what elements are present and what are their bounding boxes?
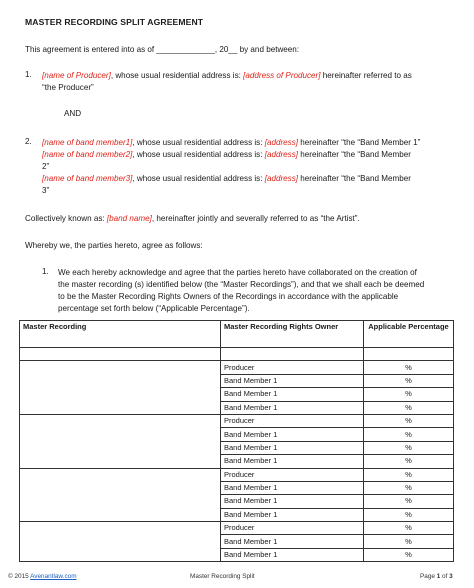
- clause1-number: 1.: [42, 267, 49, 276]
- percentage-cell[interactable]: %: [364, 414, 454, 427]
- producer-address-placeholder[interactable]: [address of Producer]: [243, 71, 321, 80]
- rights-owner-cell[interactable]: Producer: [221, 361, 364, 374]
- percentage-cell[interactable]: %: [364, 374, 454, 387]
- header-master-recording: Master Recording: [20, 321, 221, 348]
- footer-page-number: [420, 573, 453, 580]
- party1-line2: “the Producer”: [42, 83, 94, 92]
- collective-paragraph: [25, 213, 360, 225]
- band-member2-address-placeholder[interactable]: [address]: [264, 150, 299, 159]
- percentage-cell[interactable]: [364, 348, 454, 361]
- master-recording-cell[interactable]: [20, 348, 221, 361]
- rights-owner-cell[interactable]: Band Member 1: [221, 374, 364, 387]
- clause1-line-2: the master recording (s) identified below (the “Master Recordings”), and that we shall each be deemed: [58, 280, 425, 289]
- band-member1-address-placeholder[interactable]: [address]: [264, 138, 299, 147]
- band-member3-wrap: 3”: [42, 186, 50, 195]
- percentage-cell[interactable]: %: [364, 388, 454, 401]
- rights-owner-cell[interactable]: Band Member 1: [221, 548, 364, 561]
- master-recording-cell[interactable]: [20, 361, 221, 415]
- table-row: [20, 414, 454, 427]
- rights-owner-cell[interactable]: Band Member 1: [221, 508, 364, 521]
- rights-owner-cell[interactable]: Band Member 1: [221, 401, 364, 414]
- party1-text-mid: , whose usual residential address is:: [110, 71, 244, 80]
- page-prefix: Page: [420, 573, 437, 580]
- band-member1-text-end: hereinafter “the “Band Member 1”: [298, 138, 421, 147]
- party1-text-end: hereinafter referred to as: [320, 71, 412, 80]
- band-member-line-3: [42, 173, 411, 185]
- band-member3-address-placeholder[interactable]: [address]: [264, 174, 299, 183]
- header-applicable-percentage: Applicable Percentage: [364, 321, 454, 348]
- band-member-line-1: [42, 137, 420, 149]
- band-member2-wrap: 2”: [42, 162, 50, 171]
- footer-center: Master Recording Split: [190, 573, 255, 580]
- copyright-text: © 2015: [8, 573, 31, 580]
- rights-owner-cell[interactable]: Band Member 1: [221, 481, 364, 494]
- band-member2-name-placeholder[interactable]: [name of band member2]: [42, 150, 133, 159]
- percentage-cell[interactable]: %: [364, 481, 454, 494]
- producer-name-placeholder[interactable]: [name of Producer]: [42, 71, 111, 80]
- percentage-cell[interactable]: %: [364, 495, 454, 508]
- document-title: MASTER RECORDING SPLIT AGREEMENT: [25, 17, 204, 27]
- percentage-cell[interactable]: %: [364, 361, 454, 374]
- rights-owner-cell[interactable]: Producer: [221, 522, 364, 535]
- clause1-line-3: to be the Master Recording Rights Owners of the Recordings in accordance with the applicable: [58, 292, 399, 301]
- percentage-cell[interactable]: %: [364, 401, 454, 414]
- page-of: of: [440, 573, 450, 580]
- master-recording-cell[interactable]: [20, 522, 221, 562]
- master-recording-cell[interactable]: [20, 468, 221, 522]
- party1-number: 1.: [25, 70, 32, 79]
- percentage-cell[interactable]: %: [364, 522, 454, 535]
- intro-paragraph: This agreement is entered into as of _____________, 20__ by and between:: [25, 45, 300, 54]
- rights-owner-cell[interactable]: Band Member 1: [221, 495, 364, 508]
- footer-copyright: [8, 573, 77, 580]
- master-recording-cell[interactable]: [20, 414, 221, 468]
- clause1-line-4: percentage set forth below (“Applicable Percentage”).: [58, 304, 250, 313]
- page-total: 3: [449, 573, 453, 580]
- band-name-placeholder[interactable]: [band name]: [106, 214, 152, 223]
- table-body: [20, 348, 454, 562]
- band-member-line-2: [42, 149, 411, 161]
- header-rights-owner: Master Recording Rights Owner: [221, 321, 364, 348]
- percentage-cell[interactable]: %: [364, 548, 454, 561]
- table-row: [20, 348, 454, 361]
- band-member3-text-end: hereinafter “the “Band Member: [298, 174, 411, 183]
- whereby-paragraph: Whereby we, the parties hereto, agree as follows:: [25, 241, 203, 250]
- rights-owner-cell[interactable]: Band Member 1: [221, 428, 364, 441]
- band-member2-text-end: hereinafter “the “Band Member: [298, 150, 411, 159]
- percentage-cell[interactable]: %: [364, 441, 454, 454]
- percentage-cell[interactable]: %: [364, 428, 454, 441]
- rights-owner-cell[interactable]: Band Member 1: [221, 535, 364, 548]
- band-member1-name-placeholder[interactable]: [name of band member1]: [42, 138, 133, 147]
- table-header-row: [20, 321, 454, 348]
- percentage-cell[interactable]: %: [364, 535, 454, 548]
- table-row: [20, 468, 454, 481]
- table-row: [20, 361, 454, 374]
- collective-text-end: , hereinafter jointly and severally referred to as “the Artist”.: [151, 214, 360, 223]
- collective-text-start: Collectively known as:: [25, 214, 107, 223]
- and-text: AND: [64, 109, 82, 118]
- page-current: 1: [436, 573, 441, 580]
- rights-owner-cell[interactable]: Band Member 1: [221, 441, 364, 454]
- split-table: [19, 320, 454, 562]
- band-member3-name-placeholder[interactable]: [name of band member3]: [42, 174, 133, 183]
- band-member3-text-mid: , whose usual residential address is:: [132, 174, 265, 183]
- party1-line: [42, 70, 412, 82]
- rights-owner-cell[interactable]: Band Member 1: [221, 455, 364, 468]
- percentage-cell[interactable]: %: [364, 468, 454, 481]
- rights-owner-cell[interactable]: Band Member 1: [221, 388, 364, 401]
- rights-owner-cell[interactable]: Producer: [221, 468, 364, 481]
- footer-link[interactable]: Avenantlaw.com: [30, 573, 77, 580]
- percentage-cell[interactable]: %: [364, 455, 454, 468]
- table-row: [20, 522, 454, 535]
- band-member2-text-mid: , whose usual residential address is:: [132, 150, 265, 159]
- percentage-cell[interactable]: %: [364, 508, 454, 521]
- rights-owner-cell[interactable]: Producer: [221, 414, 364, 427]
- band-member1-text-mid: , whose usual residential address is:: [132, 138, 265, 147]
- clause1-line-1: We each hereby acknowledge and agree that the parties hereto have collaborated on the creation of: [58, 268, 417, 277]
- party2-number: 2.: [25, 137, 32, 146]
- rights-owner-cell[interactable]: [221, 348, 364, 361]
